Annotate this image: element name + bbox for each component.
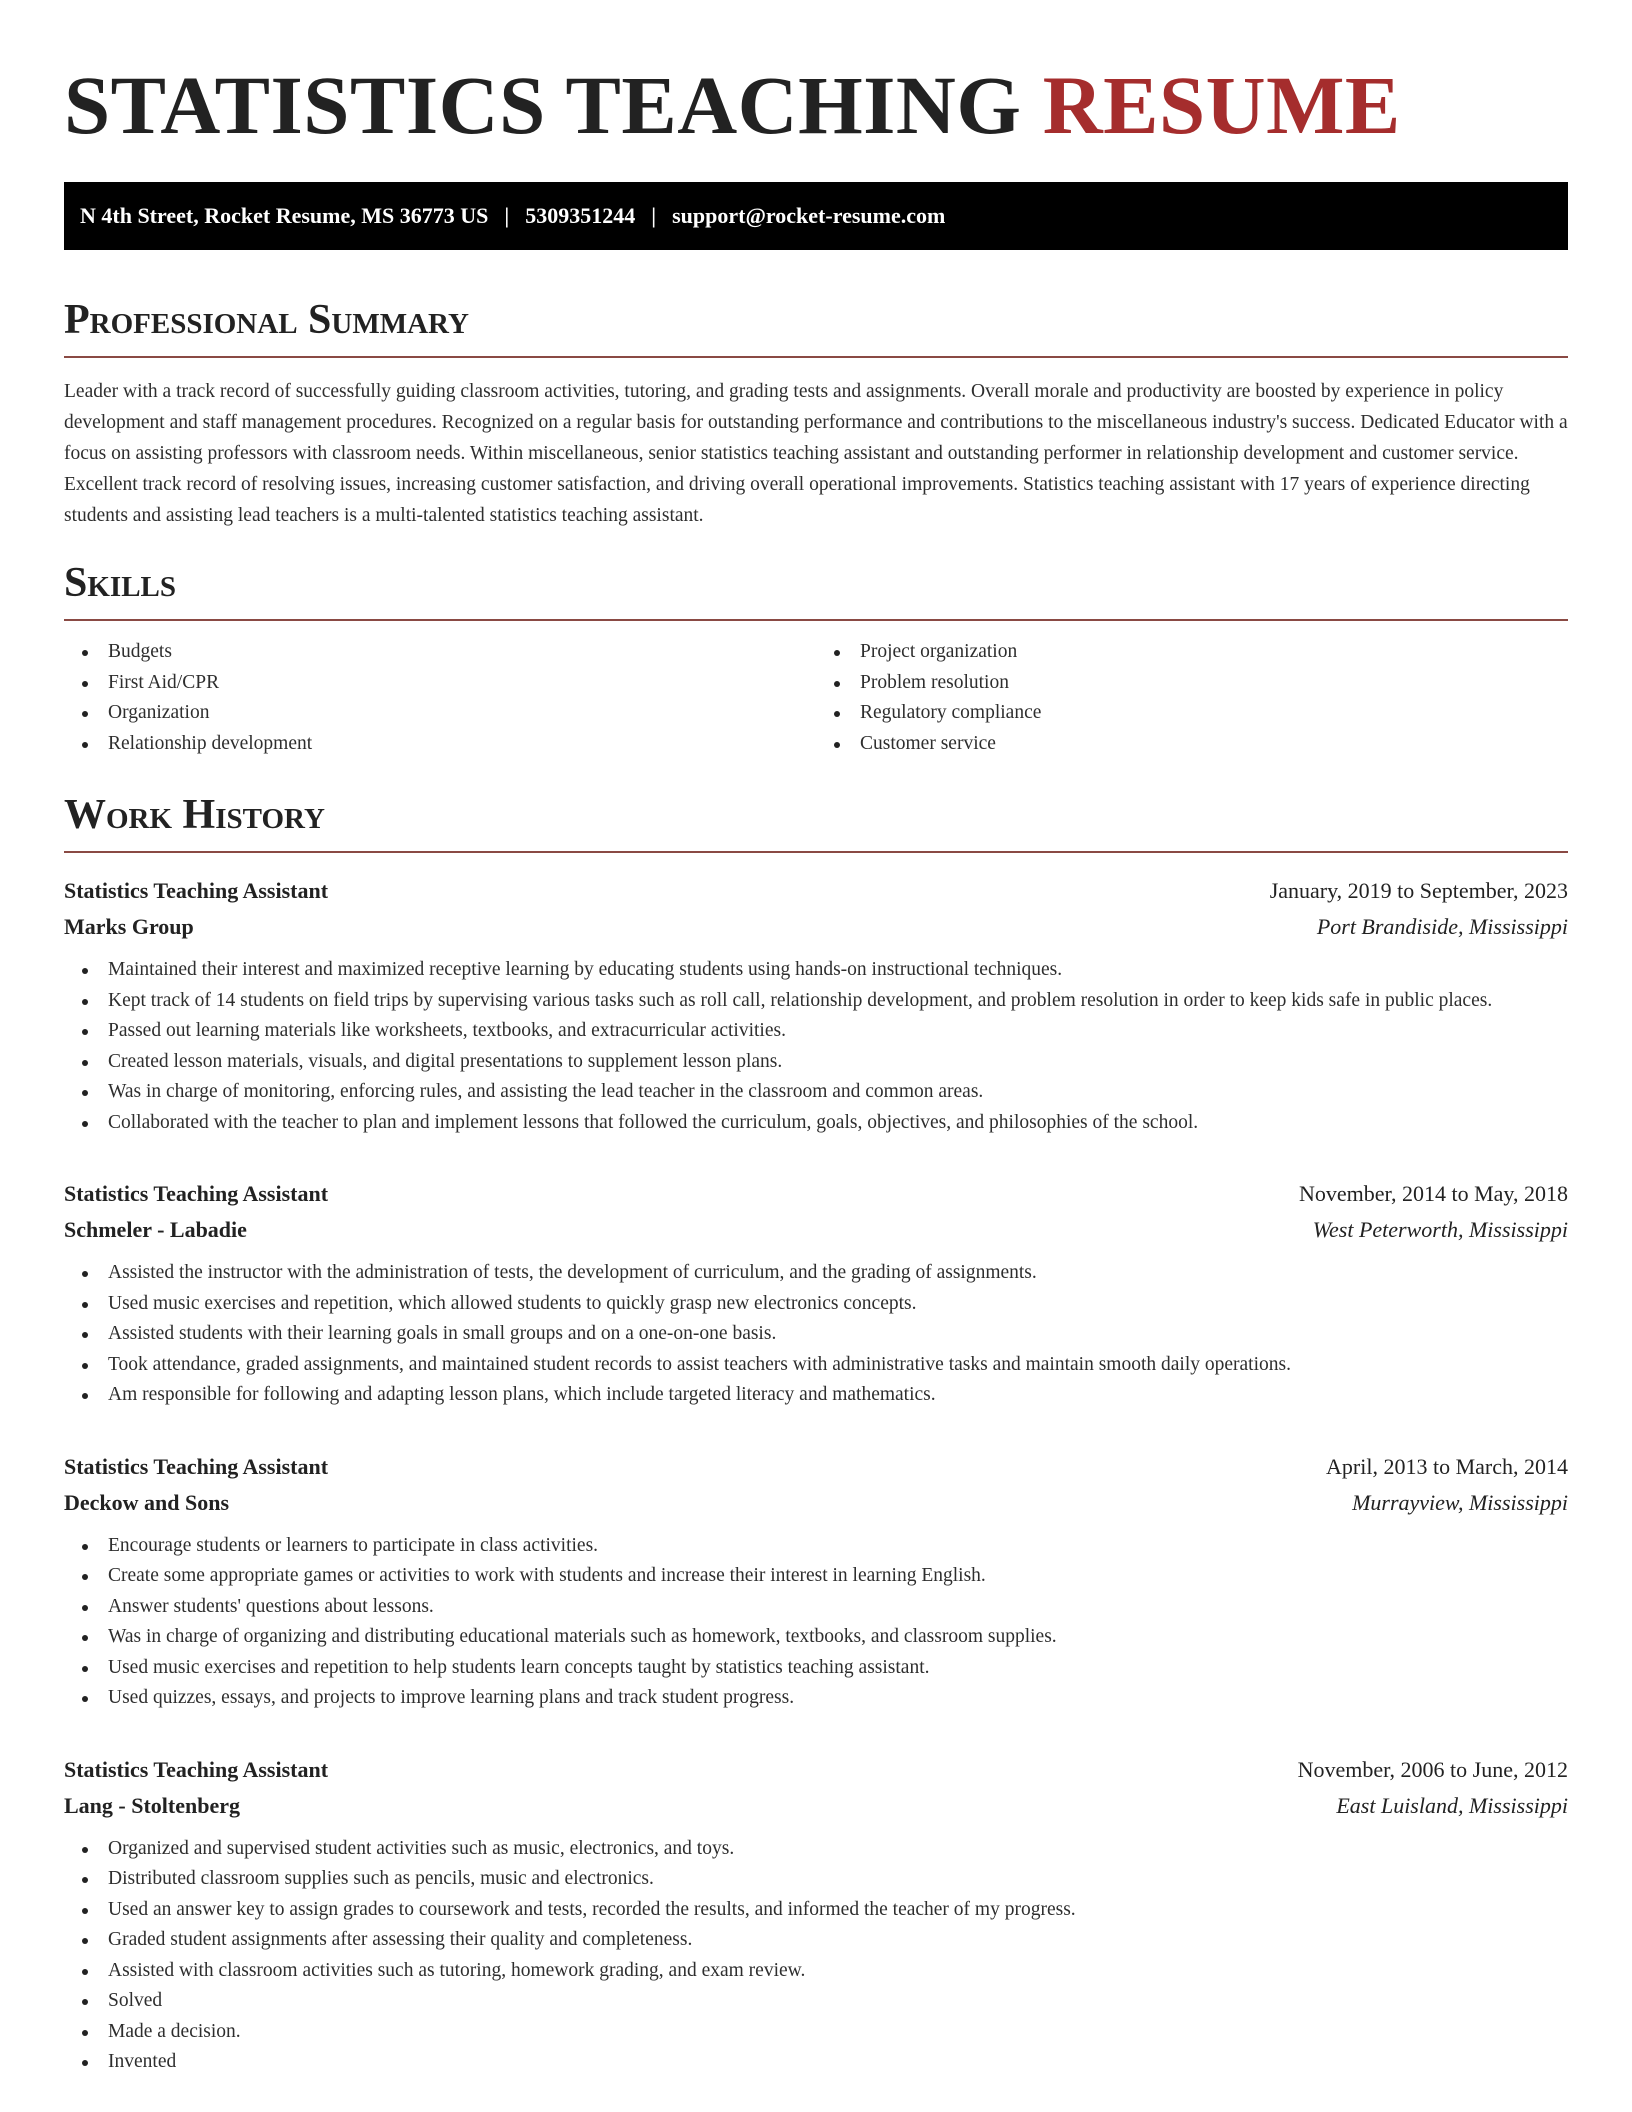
skills-grid	[64, 637, 1568, 759]
skills-list-left	[64, 637, 816, 759]
job-bullet: Invented	[64, 2047, 1568, 2078]
job-company-row	[64, 1485, 1568, 1521]
skills-heading: Skills	[64, 560, 177, 606]
job-location: West Peterworth, Mississippi	[1312, 1217, 1568, 1242]
skill-item: Problem resolution	[816, 668, 1568, 699]
job-dates: April, 2013 to March, 2014	[1326, 1453, 1568, 1479]
contact-address: N 4th Street, Rocket Resume, MS 36773 US	[80, 203, 489, 228]
job-company-row	[64, 1212, 1568, 1248]
job-company: Deckow and Sons	[64, 1489, 230, 1515]
job-bullet: Create some appropriate games or activities to work with students and increase their interest in learning English.	[64, 1561, 1568, 1592]
work-history-section	[64, 791, 1568, 2078]
summary-section	[64, 296, 1568, 531]
job-bullet: Distributed classroom supplies such as pencils, music and electronics.	[64, 1864, 1568, 1895]
job-bullets	[64, 1834, 1568, 2078]
contact-separator: |	[504, 203, 510, 228]
job-bullets	[64, 955, 1568, 1138]
job-dates: November, 2014 to May, 2018	[1299, 1181, 1568, 1206]
contact-phone: 5309351244	[525, 203, 636, 228]
contact-bar	[64, 182, 1568, 250]
job-bullet: Organized and supervised student activities such as music, electronics, and toys.	[64, 1834, 1568, 1865]
skills-divider	[64, 619, 1568, 621]
job-bullets	[64, 1258, 1568, 1411]
summary-heading: Professional Summary	[64, 297, 469, 343]
job-company: Lang - Stoltenberg	[64, 1792, 240, 1818]
job-entry	[64, 1176, 1568, 1411]
job-bullet: Graded student assignments after assessing their quality and completeness.	[64, 1925, 1568, 1956]
job-bullet: Maintained their interest and maximized receptive learning by educating students using hands-on instructional techniques.	[64, 955, 1568, 986]
skill-item: Organization	[64, 698, 816, 729]
job-header-row	[64, 1176, 1568, 1212]
job-role: Statistics Teaching Assistant	[64, 1181, 329, 1206]
job-location: East Luisland, Mississippi	[1336, 1792, 1568, 1818]
job-entry	[64, 1752, 1568, 2078]
contact-separator: |	[651, 203, 657, 228]
job-header-row	[64, 1752, 1568, 1788]
job-location: Port Brandiside, Mississippi	[1316, 914, 1568, 939]
job-bullet: Made a decision.	[64, 2017, 1568, 2048]
job-bullet: Used music exercises and repetition to help students learn concepts taught by statistics teaching assistant.	[64, 1653, 1568, 1684]
skill-item: First Aid/CPR	[64, 668, 816, 699]
job-bullet: Passed out learning materials like worksheets, textbooks, and extracurricular activities.	[64, 1016, 1568, 1047]
title-accent: RESUME	[1042, 59, 1401, 151]
job-dates: November, 2006 to June, 2012	[1297, 1756, 1568, 1782]
skills-list-right	[816, 637, 1568, 759]
job-company-row	[64, 1788, 1568, 1824]
job-role: Statistics Teaching Assistant	[64, 1453, 329, 1479]
skill-item: Project organization	[816, 637, 1568, 668]
summary-divider	[64, 356, 1568, 358]
work-history-heading: Work History	[64, 792, 325, 838]
job-company-row	[64, 909, 1568, 945]
title-main: STATISTICS TEACHING	[64, 59, 1022, 151]
job-bullets	[64, 1531, 1568, 1714]
job-dates: January, 2019 to September, 2023	[1269, 878, 1568, 903]
job-location: Murrayview, Mississippi	[1352, 1489, 1568, 1515]
skill-item: Relationship development	[64, 729, 816, 760]
contact-email: support@rocket-resume.com	[672, 203, 946, 228]
job-bullet: Used music exercises and repetition, which allowed students to quickly grasp new electronics concepts.	[64, 1289, 1568, 1320]
skills-section	[64, 559, 1568, 759]
resume-title	[64, 58, 1568, 152]
job-bullet: Used quizzes, essays, and projects to improve learning plans and track student progress.	[64, 1683, 1568, 1714]
job-bullet: Assisted students with their learning goals in small groups and on a one-on-one basis.	[64, 1319, 1568, 1350]
job-bullet: Assisted the instructor with the administration of tests, the development of curriculum, and the grading of assignments.	[64, 1258, 1568, 1289]
job-bullet: Took attendance, graded assignments, and maintained student records to assist teachers with administrative tasks and maintain smooth daily operations.	[64, 1350, 1568, 1381]
job-bullet: Was in charge of organizing and distributing educational materials such as homework, textbooks, and classroom supplies.	[64, 1622, 1568, 1653]
job-bullet: Was in charge of monitoring, enforcing rules, and assisting the lead teacher in the classroom and common areas.	[64, 1077, 1568, 1108]
job-role: Statistics Teaching Assistant	[64, 878, 329, 903]
job-header-row	[64, 1449, 1568, 1485]
job-bullet: Assisted with classroom activities such as tutoring, homework grading, and exam review.	[64, 1956, 1568, 1987]
job-company: Schmeler - Labadie	[64, 1217, 247, 1242]
job-bullet: Used an answer key to assign grades to coursework and tests, recorded the results, and informed the teacher of my progress.	[64, 1895, 1568, 1926]
work-history-divider	[64, 851, 1568, 853]
summary-text: Leader with a track record of successfully guiding classroom activities, tutoring, and grading tests and assignments. Overall morale and productivity are boosted by experience in policy development and staff management procedures. Recognized on a regular basis for outstanding performance and contributions to the miscellaneous industry's success. Dedicated Educator with a focus on assisting professors with classroom needs. Within miscellaneous, senior statistics teaching assistant and outstanding performer in relationship development and customer service. Excellent track record of resolving issues, increasing customer satisfaction, and driving overall operational improvements. Statistics teaching assistant with 17 years of experience directing students and assisting lead teachers is a multi-talented statistics teaching assistant.	[64, 381, 1568, 526]
skill-item: Budgets	[64, 637, 816, 668]
job-entry	[64, 873, 1568, 1138]
job-bullet: Kept track of 14 students on field trips by supervising various tasks such as roll call, relationship development, and problem resolution in order to keep kids safe in public places.	[64, 986, 1568, 1017]
job-bullet: Encourage students or learners to participate in class activities.	[64, 1531, 1568, 1562]
job-bullet: Am responsible for following and adapting lesson plans, which include targeted literacy and mathematics.	[64, 1380, 1568, 1411]
skill-item: Customer service	[816, 729, 1568, 760]
job-role: Statistics Teaching Assistant	[64, 1756, 329, 1782]
job-bullet: Created lesson materials, visuals, and digital presentations to supplement lesson plans.	[64, 1047, 1568, 1078]
skill-item: Regulatory compliance	[816, 698, 1568, 729]
job-company: Marks Group	[64, 914, 194, 939]
job-entry	[64, 1449, 1568, 1714]
job-bullet: Answer students' questions about lessons.	[64, 1592, 1568, 1623]
job-header-row	[64, 873, 1568, 909]
job-bullet: Collaborated with the teacher to plan and implement lessons that followed the curriculum, goals, objectives, and philosophies of the school.	[64, 1108, 1568, 1139]
job-bullet: Solved	[64, 1986, 1568, 2017]
